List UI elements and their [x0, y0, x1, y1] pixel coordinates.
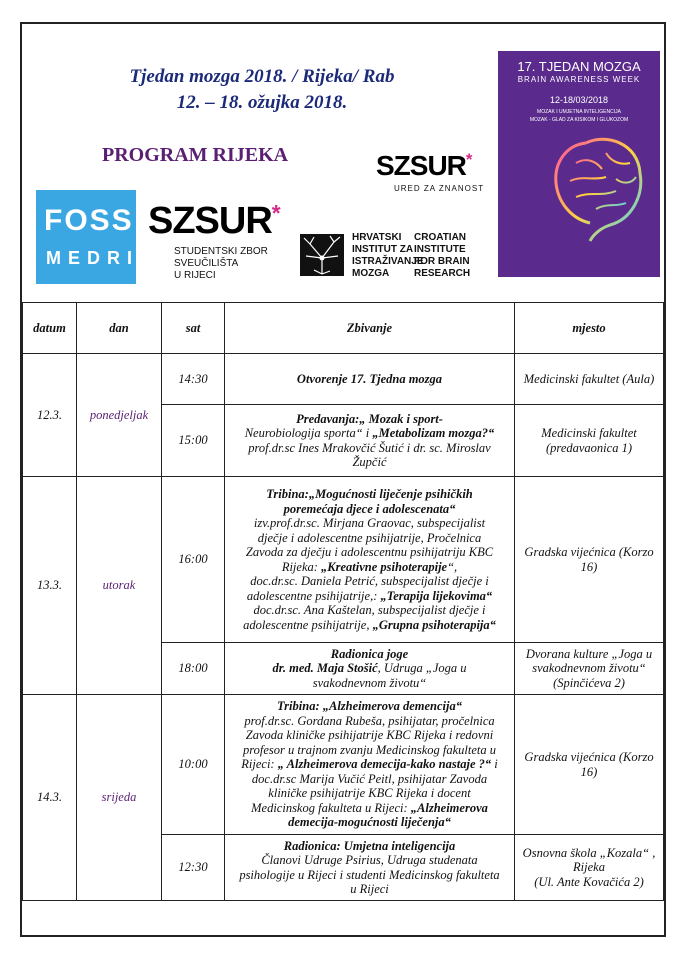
- poster-theme-1: MOZAK I UMJETNA INTELIGENCIJA: [537, 109, 621, 115]
- table-row: [23, 354, 664, 405]
- foss-medri-logo: [36, 190, 139, 284]
- date-cell: 14.3.: [23, 695, 77, 901]
- location-cell: Osnovna škola „Kozala“ , Rijeka (Ul. Ante Kovačića 2): [515, 835, 664, 901]
- time-cell: 15:00: [162, 405, 225, 477]
- col-datum: datum: [23, 303, 77, 354]
- location-cell: Medicinski fakultet (Aula): [515, 354, 664, 405]
- location-cell: Dvorana kulture „Joga u svakodnevnom životu“ (Spinčićeva 2): [515, 643, 664, 695]
- location-cell: Gradska vijećnica (Korzo 16): [515, 695, 664, 835]
- location-cell: Medicinski fakultet (predavaonica 1): [515, 405, 664, 477]
- time-cell: 10:00: [162, 695, 225, 835]
- date-cell: 12.3.: [23, 354, 77, 477]
- poster-subtitle: BRAIN AWARENESS WEEK: [517, 75, 641, 84]
- col-dan: dan: [77, 303, 162, 354]
- medri-logo-text: MEDRI: [46, 248, 139, 268]
- location-cell: Gradska vijećnica (Korzo 16): [515, 477, 664, 643]
- hiim-croatian-name: HRVATSKI INSTITUT ZA ISTRAŽIVANJE MOZGA: [352, 232, 424, 279]
- szsur-office-logo: SZSUR*: [376, 150, 472, 181]
- szsur-student-logo: SZSUR*: [148, 200, 280, 242]
- program-heading: PROGRAM RIJEKA: [102, 144, 289, 166]
- day-cell: ponedjeljak: [77, 354, 162, 477]
- table-row: [23, 695, 664, 835]
- col-zbivanje: Zbivanje: [225, 303, 515, 354]
- event-cell: Otvorenje 17. Tjedna mozga: [225, 354, 515, 405]
- poster-title: 17. TJEDAN MOZGA: [517, 59, 641, 74]
- szsur-student-caption: STUDENTSKI ZBOR SVEUČILIŠTA U RIJECI: [174, 246, 268, 281]
- time-cell: 12:30: [162, 835, 225, 901]
- day-cell: srijeda: [77, 695, 162, 901]
- table-header-row: [23, 303, 664, 354]
- col-sat: sat: [162, 303, 225, 354]
- time-cell: 18:00: [162, 643, 225, 695]
- hiim-neuron-icon: [300, 234, 344, 276]
- event-dates: 12. – 18. ožujka 2018.: [176, 92, 348, 113]
- col-mjesto: mjesto: [515, 303, 664, 354]
- event-cell: Tribina: „Alzheimerova demencija“ prof.dr.sc. Gordana Rubeša, psihijatar, pročelnica Zavoda kliničke psihijatrije KBC Rijeka i redovni profesor u trajnom zvanju Medicinskog fakulteta u Rijeci: „ Alzheimerova demecija-kako nastaje ?“ i doc.dr.sc Marija Vučić Peitl, psihijatar Zavoda kliničke psihijatrije KBC Rijeka i docent Medicinskog fakulteta u Rijeci: „Alzheimerova demecija-mogućnosti liječenja“: [225, 695, 515, 835]
- event-cell: Predavanja:„ Mozak i sport- Neurobiologija sporta“ i „Metabolizam mozga?“ prof.dr.sc Ines Mrakovčić Šutić i dr. sc. Miroslav Župčić: [225, 405, 515, 477]
- time-cell: 16:00: [162, 477, 225, 643]
- szsur-office-caption: URED ZA ZNANOST: [394, 184, 485, 193]
- brain-icon: [546, 133, 646, 243]
- time-cell: 14:30: [162, 354, 225, 405]
- schedule-table: [22, 302, 664, 901]
- event-cell: Radionica joge dr. med. Maja Stošić, Udruga „Joga u svakodnevnom životu“: [225, 643, 515, 695]
- poster-theme-2: MOZAK - GLAD ZA KISIKOM I GLUKOZOM: [529, 117, 629, 123]
- table-row: [23, 477, 664, 643]
- day-cell: utorak: [77, 477, 162, 695]
- event-cell: Radionica: Umjetna inteligencija Članovi Udruge Psirius, Udruga studenata psihologije u Rijeci i studenti Medicinskog fakulteta u Rijeci: [225, 835, 515, 901]
- hiim-english-name: CROATIAN INSTITUTE FOR BRAIN RESEARCH: [414, 232, 471, 279]
- date-cell: 13.3.: [23, 477, 77, 695]
- poster-dates: 12-18/03/2018: [549, 95, 609, 105]
- event-title: Tjedan mozga 2018. / Rijeka/ Rab: [129, 66, 395, 87]
- event-cell: Tribina:„Mogućnosti liječenje psihičkih poremećaja djece i adolescenata“ izv.prof.dr.sc. Mirjana Graovac, subspecijalist dječje i adolescentne psihijatrije, Pročelnica Zavoda za dječju i adolescentnu psihijatriju KBC Rijeka: „Kreativne psihoterapije“, doc.dr.sc. Daniela Petrić, subspecijalist dječje i adolescentne psihijatrije,: „Terapija lijekovima“ doc.dr.sc. Ana Kaštelan, subspecijalist dječje i adolescentne psihijatrije, „Grupna psihoterapija“: [225, 477, 515, 643]
- foss-logo-text: FOSS: [44, 204, 134, 237]
- brain-week-poster: [498, 51, 660, 277]
